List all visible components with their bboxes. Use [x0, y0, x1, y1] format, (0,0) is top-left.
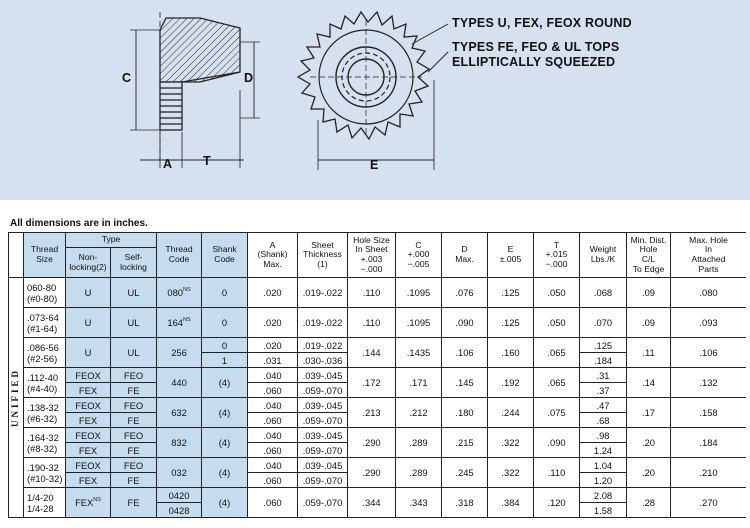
sheet-thickness: .019-.022	[298, 338, 348, 353]
header-c: C +.000 −.005	[396, 233, 442, 278]
value-max-hole: .132	[671, 368, 746, 398]
thread-code-value: 0420	[168, 489, 190, 501]
thread-size-line: (#0-80)	[27, 292, 58, 304]
self-locking-type: FE	[111, 473, 157, 488]
thread-code	[157, 503, 202, 518]
thread-size-line: .190-32	[27, 461, 59, 473]
value-d: .318	[442, 488, 488, 518]
value-e: .192	[488, 368, 534, 398]
sheet-thickness: .039-.045	[298, 428, 348, 443]
weight: .184	[580, 353, 627, 368]
value-min-dist: .14	[627, 368, 671, 398]
weight: .31	[580, 368, 627, 383]
non-locking-type: U	[66, 338, 111, 368]
sheet-thickness: .059-.070	[298, 443, 348, 458]
value-t: .050	[534, 308, 580, 338]
table-row	[9, 308, 747, 323]
thread-code	[157, 398, 202, 428]
table-row	[9, 428, 747, 443]
value-d: .180	[442, 398, 488, 428]
self-locking-type: UL	[111, 308, 157, 338]
value-min-dist: .09	[627, 278, 671, 308]
thread-code-value: 256	[171, 347, 187, 358]
non-locking-type: FEX	[66, 443, 111, 458]
header-max-hole: Max. Hole In Attached Parts	[671, 233, 746, 278]
shank-a-max: .020	[248, 338, 298, 353]
self-locking-type: FE	[111, 383, 157, 398]
non-locking-type: FEOX	[66, 428, 111, 443]
value-hole: .290	[348, 428, 396, 458]
weight: 1.20	[580, 473, 627, 488]
shank-code: (4)	[202, 368, 248, 398]
value-hole: .144	[348, 338, 396, 368]
thread-size-cell	[24, 398, 66, 428]
self-locking-type: FEO	[111, 428, 157, 443]
sheet-thickness: .030-.036	[298, 353, 348, 368]
thread-code	[157, 458, 202, 488]
value-d: .106	[442, 338, 488, 368]
non-locking-type-value: FEX	[75, 497, 94, 508]
value-max-hole: .093	[671, 308, 746, 338]
table-row	[9, 368, 747, 383]
value-max-hole: .080	[671, 278, 746, 308]
value-t: .050	[534, 278, 580, 308]
value-t: .065	[534, 338, 580, 368]
value-hole: .110	[348, 308, 396, 338]
table-row	[9, 488, 747, 503]
shank-code: 0	[202, 338, 248, 353]
thread-size-cell	[24, 308, 66, 338]
side-label: UNIFIED	[10, 367, 20, 427]
weight: .98	[580, 428, 627, 443]
table-row	[9, 338, 747, 353]
sheet-thickness: .059-.070	[298, 413, 348, 428]
value-max-hole: .106	[671, 338, 746, 368]
header-sheet-thickness: Sheet Thickness (1)	[298, 233, 348, 278]
value-max-hole: .184	[671, 428, 746, 458]
value-c: .1095	[396, 278, 442, 308]
weight: .068	[580, 278, 627, 308]
value-hole: .172	[348, 368, 396, 398]
callout-squeezed-types-line1: TYPES FE, FEO & UL TOPS	[452, 40, 620, 54]
shank-a-max: .040	[248, 458, 298, 473]
header-non-locking: Non- locking(2)	[66, 248, 111, 278]
shank-code: 0	[202, 278, 248, 308]
dimension-a-label: A	[163, 157, 173, 171]
self-locking-type: UL	[111, 338, 157, 368]
shank-a-max: .020	[248, 278, 298, 308]
thread-code-value: 632	[171, 407, 187, 418]
thread-size-cell	[24, 428, 66, 458]
weight: 1.58	[580, 503, 627, 518]
value-e: .322	[488, 458, 534, 488]
value-t: .075	[534, 398, 580, 428]
thread-code	[157, 308, 202, 338]
value-c: .1095	[396, 308, 442, 338]
sheet-thickness: .059-.070	[298, 488, 348, 518]
sheet-thickness: .059-.070	[298, 473, 348, 488]
self-locking-type: FEO	[111, 458, 157, 473]
thread-size-line: .112-40	[27, 371, 59, 383]
value-e: .384	[488, 488, 534, 518]
thread-code	[157, 368, 202, 398]
value-d: .215	[442, 428, 488, 458]
weight: 2.08	[580, 488, 627, 503]
weight: .125	[580, 338, 627, 353]
dimension-d-label: D	[244, 71, 254, 85]
weight: .37	[580, 383, 627, 398]
header-a: A (Shank) Max.	[248, 233, 298, 278]
thread-code-value: 164	[167, 317, 184, 328]
shank-a-max: .060	[248, 443, 298, 458]
thread-code-note: NS	[183, 287, 191, 293]
spec-table-container	[8, 232, 746, 528]
value-hole: .213	[348, 398, 396, 428]
value-min-dist: .11	[627, 338, 671, 368]
value-e: .322	[488, 428, 534, 458]
value-d: .090	[442, 308, 488, 338]
self-locking-type: FE	[111, 413, 157, 428]
shank-code: (4)	[202, 488, 248, 518]
shank-code: (4)	[202, 398, 248, 428]
weight: 1.24	[580, 443, 627, 458]
thread-size-line: (#6-32)	[27, 412, 58, 424]
shank-a-max: .060	[248, 383, 298, 398]
thread-code-value: 080	[167, 287, 184, 298]
value-c: .1435	[396, 338, 442, 368]
shank-a-max: .040	[248, 368, 298, 383]
shank-a-max: .031	[248, 353, 298, 368]
header-min-dist: Min. Dist. Hole C/L To Edge	[627, 233, 671, 278]
non-locking-type: U	[66, 278, 111, 308]
non-locking-type: FEX	[66, 473, 111, 488]
self-locking-type: UL	[111, 278, 157, 308]
header-shank-code: Shank Code	[202, 233, 248, 278]
dimension-c-label: C	[122, 71, 132, 85]
header-thread-size: Thread Size	[24, 233, 66, 278]
value-c: .171	[396, 368, 442, 398]
thread-size-line: .164-32	[27, 431, 59, 443]
front-view	[298, 12, 448, 170]
thread-size-line: (#10-32)	[27, 472, 63, 484]
shank-a-max: .040	[248, 428, 298, 443]
sheet-thickness: .019-.022	[298, 278, 348, 308]
value-e: .244	[488, 398, 534, 428]
thread-size-cell	[24, 488, 66, 518]
value-hole: .110	[348, 278, 396, 308]
value-d: .076	[442, 278, 488, 308]
value-hole: .290	[348, 458, 396, 488]
shank-a-max: .060	[248, 473, 298, 488]
shank-a-max: .020	[248, 308, 298, 338]
value-t: .065	[534, 368, 580, 398]
shank-a-max: .040	[248, 398, 298, 413]
header-e: E ±.005	[488, 233, 534, 278]
thread-code	[157, 338, 202, 368]
sheet-thickness: .039-.045	[298, 458, 348, 473]
thread-size-cell	[24, 458, 66, 488]
header-t: T +.015 −.000	[534, 233, 580, 278]
shank-code: 1	[202, 353, 248, 368]
shank-a-max: .060	[248, 488, 298, 518]
thread-code	[157, 488, 202, 503]
value-min-dist: .20	[627, 458, 671, 488]
thread-size-cell	[24, 368, 66, 398]
thread-code-note: NS	[183, 317, 191, 323]
non-locking-type: FEOX	[66, 368, 111, 383]
value-d: .245	[442, 458, 488, 488]
value-max-hole: .158	[671, 398, 746, 428]
header-weight: Weight Lbs./K	[580, 233, 627, 278]
value-e: .125	[488, 308, 534, 338]
table-row	[9, 398, 747, 413]
sheet-thickness: .039-.045	[298, 368, 348, 383]
shank-code: (4)	[202, 428, 248, 458]
header-self-locking: Self- locking	[111, 248, 157, 278]
thread-code-value: 832	[171, 437, 187, 448]
weight: .68	[580, 413, 627, 428]
value-max-hole: .270	[671, 488, 746, 518]
shank-a-max: .060	[248, 413, 298, 428]
value-hole: .344	[348, 488, 396, 518]
non-locking-type-note: NS	[93, 497, 101, 503]
thread-size-line: .138-32	[27, 401, 59, 413]
value-t: .110	[534, 458, 580, 488]
self-locking-type: FE	[111, 443, 157, 458]
weight: .47	[580, 398, 627, 413]
thread-size-line: 060-80	[27, 281, 57, 293]
table-row	[9, 458, 747, 473]
weight: .070	[580, 308, 627, 338]
self-locking-type: FEO	[111, 368, 157, 383]
side-label-cell	[9, 278, 24, 518]
header-thread-code: Thread Code	[157, 233, 202, 278]
callout-squeezed-types-line2: ELLIPTICALLY SQUEEZED	[452, 55, 616, 69]
thread-code-value: 440	[171, 377, 187, 388]
thread-code-value: 032	[171, 467, 187, 478]
non-locking-type: FEX	[66, 413, 111, 428]
value-min-dist: .09	[627, 308, 671, 338]
thread-code	[157, 278, 202, 308]
non-locking-type: FEOX	[66, 458, 111, 473]
value-t: .090	[534, 428, 580, 458]
non-locking-type: U	[66, 308, 111, 338]
dimensions-note: All dimensions are in inches.	[10, 218, 148, 229]
self-locking-type: FE	[111, 488, 157, 518]
shank-code: (4)	[202, 458, 248, 488]
header-hole-size: Hole Size In Sheet +.003 −.000	[348, 233, 396, 278]
header-d: D Max.	[442, 233, 488, 278]
thread-size-line: (#4-40)	[27, 382, 58, 394]
non-locking-type: FEX	[66, 383, 111, 398]
sheet-thickness: .059-.070	[298, 383, 348, 398]
thread-size-cell	[24, 278, 66, 308]
non-locking-type	[66, 488, 111, 518]
value-e: .125	[488, 278, 534, 308]
thread-size-line: .086-56	[27, 341, 59, 353]
thread-size-line: (#1-64)	[27, 322, 58, 334]
thread-size-line: 1/4-28	[27, 502, 54, 514]
thread-size-line: .073-64	[27, 311, 59, 323]
self-locking-type: FEO	[111, 398, 157, 413]
value-min-dist: .20	[627, 428, 671, 458]
value-min-dist: .28	[627, 488, 671, 518]
thread-code-value: 0428	[168, 504, 190, 516]
dimension-e-label: E	[370, 158, 379, 172]
dimension-t-label: T	[203, 154, 211, 168]
value-c: .289	[396, 458, 442, 488]
value-min-dist: .17	[627, 398, 671, 428]
header-type: Type	[66, 233, 157, 248]
thread-size-line: (#8-32)	[27, 442, 58, 454]
non-locking-type: FEOX	[66, 398, 111, 413]
value-c: .343	[396, 488, 442, 518]
sheet-thickness: .019-.022	[298, 308, 348, 338]
value-max-hole: .210	[671, 458, 746, 488]
technical-drawing	[0, 0, 750, 200]
spec-table	[8, 232, 746, 518]
value-e: .160	[488, 338, 534, 368]
value-c: .212	[396, 398, 442, 428]
weight: 1.04	[580, 458, 627, 473]
value-d: .145	[442, 368, 488, 398]
sheet-thickness: .039-.045	[298, 398, 348, 413]
side-view	[130, 12, 260, 168]
callout-round-types: TYPES U, FEX, FEOX ROUND	[452, 16, 632, 30]
header-corner	[9, 233, 24, 278]
value-c: .289	[396, 428, 442, 458]
table-row	[9, 278, 747, 293]
thread-code	[157, 428, 202, 458]
table-body	[9, 278, 747, 518]
thread-size-line: 1/4-20	[27, 491, 54, 503]
thread-size-line: (#2-56)	[27, 352, 58, 364]
shank-code: 0	[202, 308, 248, 338]
thread-size-cell	[24, 338, 66, 368]
value-t: .120	[534, 488, 580, 518]
